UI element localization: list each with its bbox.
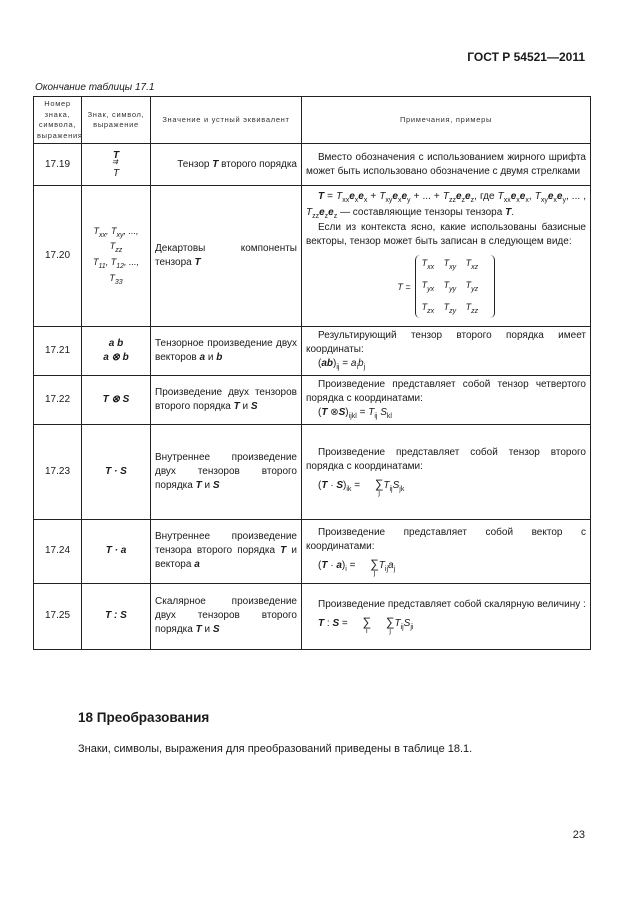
- row-notes: Вместо обозначения с использованием жирного шрифта может быть использовано обозначение с двумя стрелками: [302, 144, 591, 186]
- row-number: 17.25: [34, 583, 82, 649]
- section-heading: 18 Преобразования: [78, 710, 210, 725]
- row-meaning: Декартовы компоненты тензора T: [151, 186, 302, 327]
- matrix-cell: $T_{yy}$: [443, 280, 457, 293]
- row-notes: Произведение представляет собой скалярную величину : T : S = ∑ i ∑ j $T_{ij}S_{ji}$: [302, 583, 591, 649]
- col-header-notes: Примечания, примеры: [302, 97, 591, 144]
- matrix-cell: $T_{yx}$: [421, 280, 435, 293]
- row-symbol: a b a ⊗ b: [82, 327, 151, 376]
- standard-number: ГОСТ Р 54521—2011: [467, 50, 585, 64]
- symbol-arrow-t: T ⇉: [111, 158, 120, 179]
- page-number: 23: [572, 829, 585, 841]
- row-notes: $T = T_{xx}e_xe_x + T_{xy}e_xe_y$ + ... + $T_{zz}e_ze_z$, где $T_{xx}e_xe_x$, $T_{xy}e_xe_y$, ... , $T_{zz}e_ze_z$ — составляющие тензоры тензора T. Если из контекста ясно, какие использованы базисные векторы, тензор может быть записан в следующем виде: T = $T_{xx}$ $T_{xy}$ $T_{xz}$ $T_{yx}$ $T_{yy}$ $T_{yz}$ $T_{zx}$ $T_{zy}$ $T_{zz}$: [302, 186, 591, 327]
- table-row: [34, 424, 591, 519]
- row-number: 17.22: [34, 375, 82, 424]
- col-header-symbol: Знак, символ, выражение: [82, 97, 151, 144]
- tensor-decomposition: $T = T_{xx}e_xe_x + T_{xy}e_xe_y$ + ... + $T_{zz}e_ze_z$, где $T_{xx}e_xe_x$, $T_{xy}e_xe_y$, ... , $T_{zz}e_ze_z$ — составляющие тензоры тензора T.: [306, 190, 586, 220]
- row-symbol: T : S: [82, 583, 151, 649]
- row-notes: Результирующий тензор второго порядка имеет координаты: $(ab)_{ij} = a_ib_j$: [302, 327, 591, 376]
- formula: (T $\otimes S)_{ijkl} = T_{ij}$ $S_{kl}$: [318, 406, 392, 420]
- row-number: 17.24: [34, 519, 82, 583]
- row-notes: Произведение представляет собой вектор с координатами: $(T \cdot a)_i$ = ∑ j $T_{ij}a_j$: [302, 519, 591, 583]
- symbols-table: [33, 96, 591, 650]
- row-meaning: Внутреннее произведение двух тензоров второго порядка T и S: [151, 424, 302, 519]
- formula: $(ab)_{ij} = a_ib_j$: [318, 358, 366, 371]
- formula: T : S = ∑ i ∑ j $T_{ij}S_{ji}$: [318, 614, 414, 635]
- formula: $(T \cdot a)_i$ = ∑ j $T_{ij}a_j$: [318, 556, 396, 577]
- table-row: [34, 583, 591, 649]
- matrix-cell: $T_{xz}$: [465, 258, 479, 272]
- row-meaning: Тензорное произведение двух векторов a и b: [151, 327, 302, 376]
- table-row: [34, 144, 591, 186]
- table-caption: Окончание таблицы 17.1: [35, 82, 155, 93]
- row-symbol: T · a: [82, 519, 151, 583]
- row-meaning: Произведение двух тензоров второго порядка T и S: [151, 375, 302, 424]
- matrix-cell: $T_{yz}$: [465, 280, 479, 293]
- row-meaning: Тензор T второго порядка: [151, 144, 302, 186]
- table-row: [34, 186, 591, 327]
- symbol-bold-t: T: [112, 149, 120, 161]
- row-number: 17.20: [34, 186, 82, 327]
- matrix-cell: $T_{zz}$: [465, 301, 479, 315]
- table-row: [34, 519, 591, 583]
- symbol-components-xyz: $T_{xx}$, $T_{xy}$, ..., $T_{zz}$: [93, 225, 139, 255]
- row-symbol: [82, 186, 151, 327]
- formula: $(T \cdot S)_{ik}$ = ∑ j $T_{ij}S_{jk}$: [318, 477, 405, 498]
- row-meaning: Внутреннее произведение тензора второго порядка T и вектора a: [151, 519, 302, 583]
- row-symbol: T ⊗ S: [82, 375, 151, 424]
- section-paragraph: Знаки, символы, выражения для преобразований приведены в таблице 18.1.: [78, 743, 473, 755]
- row-number: 17.19: [34, 144, 82, 186]
- row-notes: Произведение представляет собой тензор четвертого порядка с координатами: (T $\otimes S)_{ijkl} = T_{ij}$ $S_{kl}$: [302, 375, 591, 424]
- row-number: 17.23: [34, 424, 82, 519]
- table-row: [34, 375, 591, 424]
- row-number: 17.21: [34, 327, 82, 376]
- matrix-cell: $T_{zx}$: [421, 301, 435, 315]
- matrix-cell: $T_{xx}$: [421, 258, 435, 272]
- row-symbol: T · S: [82, 424, 151, 519]
- tensor-matrix: T = $T_{xx}$ $T_{xy}$ $T_{xz}$ $T_{yx}$ $T_{yy}$ $T_{yz}$ $T_{zx}$ $T_{zy}$ $T_{zz}$: [306, 255, 586, 318]
- row-notes: Произведение представляет собой тензор второго порядка с координатами: $(T \cdot S)_{ik}$ = ∑ j $T_{ij}S_{jk}$: [302, 424, 591, 519]
- table-header-row: [34, 97, 591, 144]
- col-header-number: Номер знака, символа, выражения: [34, 97, 82, 144]
- row-symbol: [82, 144, 151, 186]
- matrix-cell: $T_{xy}$: [443, 258, 457, 272]
- symbol-components-numeric: $T_{11}$, $T_{12}$, ..., $T_{33}$: [92, 257, 140, 286]
- row-meaning: Скалярное произведение двух тензоров второго порядка T и S: [151, 583, 302, 649]
- table-row: [34, 327, 591, 376]
- matrix-cell: $T_{zy}$: [443, 301, 457, 315]
- col-header-meaning: Значение и устный эквивалент: [151, 97, 302, 144]
